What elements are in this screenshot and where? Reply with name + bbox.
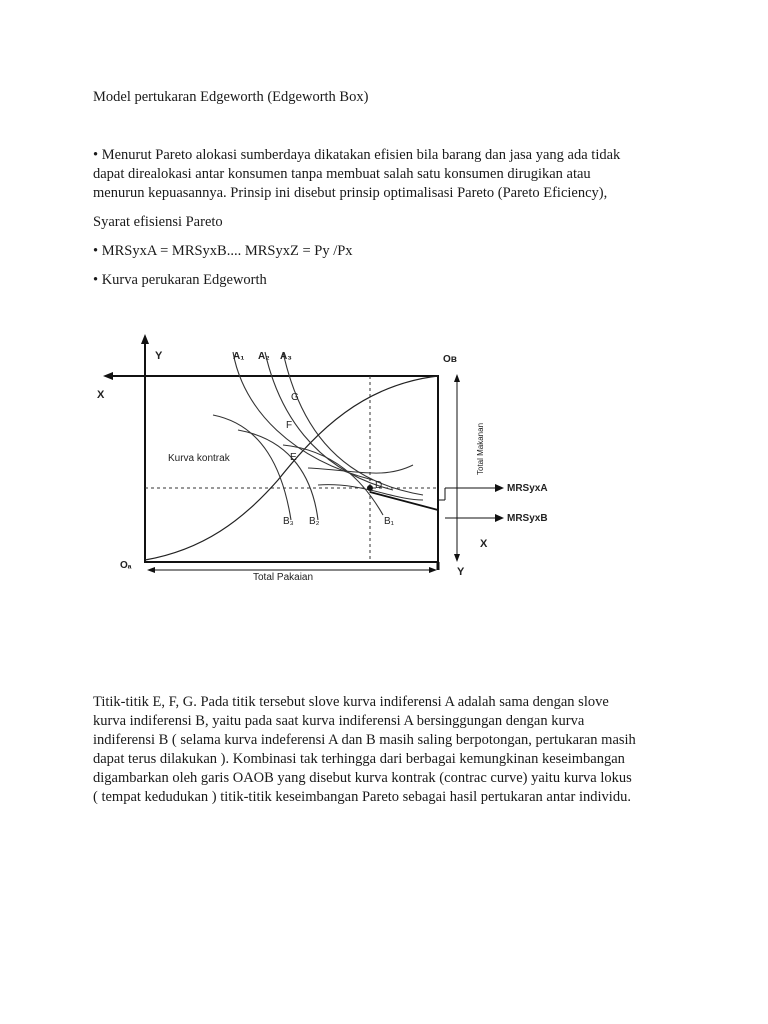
- total-food-arrow-top: [454, 374, 460, 382]
- indifference-curve-b3: [213, 415, 291, 520]
- label-a3: A₃: [280, 351, 292, 362]
- edgeworth-box-diagram: [93, 330, 563, 592]
- label-total-food: Total Makanan: [476, 422, 485, 475]
- contract-curve: [145, 376, 438, 560]
- label-a1: A₁: [233, 351, 245, 362]
- mrs-a-arrow-head: [495, 484, 504, 492]
- label-x-left: X: [97, 389, 105, 401]
- closing-line-4: dapat terus dilakukan ). Kombinasi tak terhingga dari berbagai kemungkinan keseimbangan: [93, 751, 625, 767]
- closing-line-6: ( tempat kedudukan ) titik-titik keseimbangan Pareto sebagai hasil pertukaran antar individu.: [93, 789, 631, 805]
- total-clothing-arrow-right: [429, 567, 437, 573]
- label-e: E: [290, 452, 297, 463]
- document-title: Model pertukaran Edgeworth (Edgeworth Box): [93, 89, 369, 105]
- condition-heading: Syarat efisiensi Pareto: [93, 214, 223, 230]
- point-d: [367, 485, 373, 491]
- label-x-right: X: [480, 538, 488, 550]
- label-y-left: Y: [155, 350, 163, 362]
- label-mrs-b: MRSyxB: [507, 513, 548, 524]
- label-ob: Oʙ: [443, 354, 457, 365]
- label-mrs-a: MRSyxA: [507, 483, 548, 494]
- intro-line-2: dapat direalokasi antar konsumen tanpa membuat salah satu konsumen dirugikan atau: [93, 166, 591, 182]
- ob-x-arrow: [103, 372, 113, 380]
- curve-bullet: • Kurva perukaran Edgeworth: [93, 272, 267, 288]
- d-tangent-line: [370, 492, 438, 510]
- label-oa: Oₐ: [120, 560, 132, 571]
- label-total-clothing: Total Pakaian: [253, 572, 314, 583]
- indifference-curve-extra-1: [308, 465, 413, 473]
- label-a2: A₂: [258, 351, 270, 362]
- edgeworth-box: [145, 376, 438, 562]
- closing-line-1: Titik-titik E, F, G. Pada titik tersebut slove kurva indiferensi A adalah sama dengan slove: [93, 694, 609, 710]
- label-b3: B₃: [283, 516, 294, 527]
- intro-line-3: menurun kepuasannya. Prinsip ini disebut prinsip optimalisasi Pareto (Pareto Eficiency),: [93, 185, 608, 201]
- indifference-curve-a1: [233, 352, 373, 480]
- total-clothing-arrow-left: [147, 567, 155, 573]
- condition-formula: • MRSyxA = MRSyxB.... MRSyxZ = Py /Px: [93, 243, 353, 259]
- label-y-right: Y: [457, 566, 465, 578]
- closing-line-5: digambarkan oleh garis OAOB yang disebut kurva kontrak (contrac curve) yaitu kurva lokus: [93, 770, 632, 786]
- indifference-curve-a3: [283, 352, 423, 495]
- oa-y-arrow: [141, 334, 149, 344]
- label-contract-curve: Kurva kontrak: [168, 453, 230, 464]
- intro-line-1: • Menurut Pareto alokasi sumberdaya dikatakan efisien bila barang dan jasa yang ada tidak: [93, 147, 621, 163]
- total-food-arrow-bottom: [454, 554, 460, 562]
- closing-line-2: kurva indiferensi B, yaitu pada saat kurva indiferensi A bersinggungan dengan kurva: [93, 713, 585, 729]
- label-g: G: [291, 392, 299, 403]
- label-b1: B₁: [384, 516, 395, 527]
- closing-line-3: indiferensi B ( selama kurva indeferensi A dan B masih saling berpotongan, pertukaran masih: [93, 732, 636, 748]
- label-d: D: [375, 480, 383, 491]
- mrs-b-arrow-head: [495, 514, 504, 522]
- label-b2: B₂: [309, 516, 320, 527]
- indifference-curve-b2: [238, 430, 318, 520]
- label-f: F: [286, 420, 293, 431]
